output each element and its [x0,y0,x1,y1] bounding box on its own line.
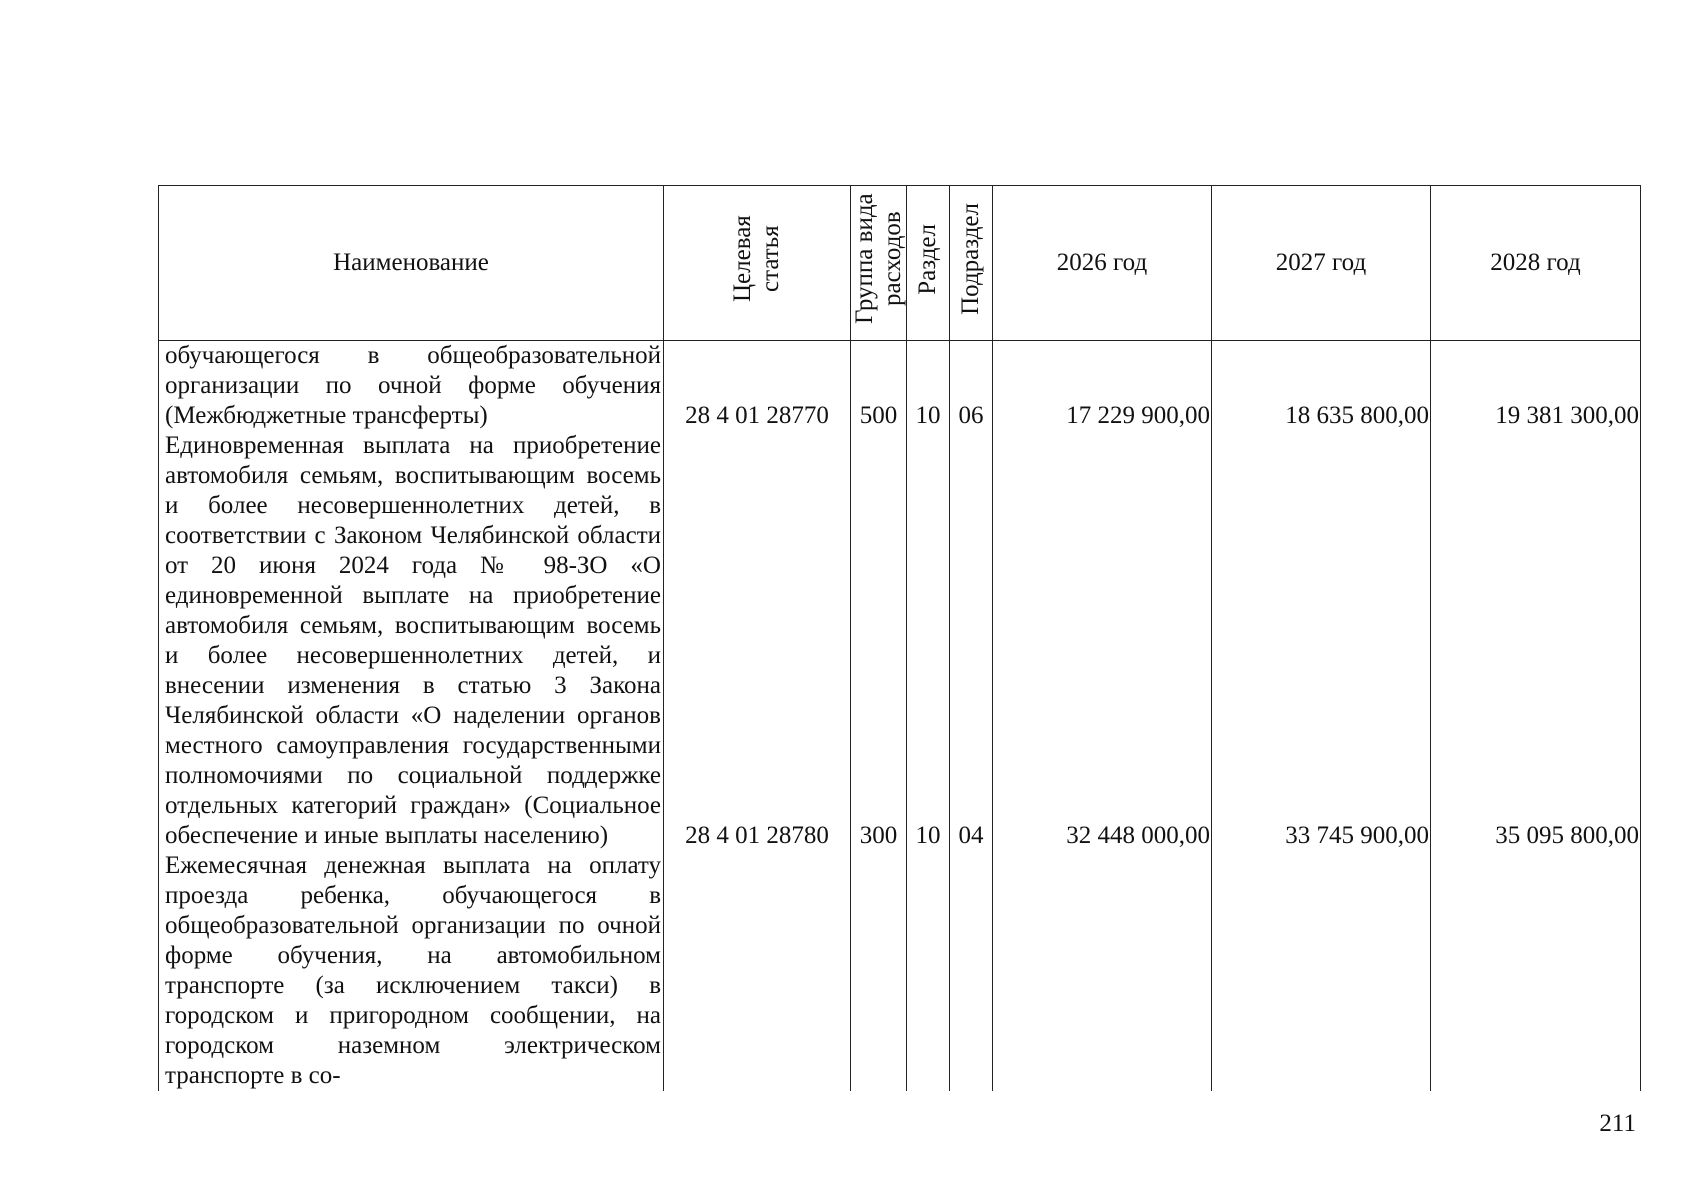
row-expense-group: 500 [851,341,907,432]
header-name [159,186,664,341]
row-amount-2026: 32 448 000,00 [993,431,1212,851]
row-subsection [950,851,993,1091]
header-section-label: Раздел [914,223,941,295]
row-amount-2026 [993,851,1212,1091]
page-number: 211 [1599,1110,1636,1137]
header-2027-label: 2027 год [1275,249,1367,276]
header-subsection-label: Подраздел [957,203,984,315]
header-2026-label: 2026 год [1056,249,1148,276]
budget-table [158,185,1641,1091]
row-expense-group [851,851,907,1091]
table-row [159,341,1641,432]
row-section: 10 [907,341,950,432]
row-name: Единовременная выплата на приобретение автомобиля семьям, воспитывающим восемь и более несовершеннолетних детей, в соответствии с Законом Челябинской области от 20 июня 2024 года № 98-ЗО «О единовременной выплате на приобретение автомобиля семьям, воспитывающим восемь и более несовершеннолетних детей, и внесении изменения в статью 3 Закона Челябинской области «О наделении органов местного самоуправления государственными полномочиями по социальной поддержке отдельных категорий граждан» (Социальное обеспечение и иные выплаты населению) [159,431,664,851]
header-expense-group-label: Группа вида расходов [851,193,906,325]
header-expense-group [851,186,907,341]
row-name: обучающегося в общеобразовательной организации по очной форме обучения (Межбюджетные трансферты) [159,341,664,432]
row-amount-2027: 18 635 800,00 [1212,341,1431,432]
header-2028 [1431,186,1641,341]
row-section: 10 [907,431,950,851]
header-target-article [664,186,851,341]
table-row [159,431,1641,851]
header-2026 [993,186,1212,341]
table-header [159,186,1641,341]
header-section [907,186,950,341]
header-2028-label: 2028 год [1490,249,1581,276]
row-expense-group: 300 [851,431,907,851]
row-amount-2028 [1431,851,1641,1091]
row-target-article: 28 4 01 28770 [664,341,851,432]
row-amount-2027: 33 745 900,00 [1212,431,1431,851]
row-subsection: 06 [950,341,993,432]
row-name: Ежемесячная денежная выплата на оплату проезда ребенка, обучающегося в общеобразовательной организации по очной форме обучения, на автомобильном транспорте (за исключением такси) в городском и пригородном сообщении, на городском наземном электрическом транспорте в со- [159,851,664,1091]
row-section [907,851,950,1091]
row-target-article: 28 4 01 28780 [664,431,851,851]
row-amount-2027 [1212,851,1431,1091]
header-subsection [950,186,993,341]
row-subsection: 04 [950,431,993,851]
header-name-label: Наименование [333,249,489,276]
row-amount-2026: 17 229 900,00 [993,341,1212,432]
header-target-article-label: Целевая статья [729,215,784,303]
table-row [159,851,1641,1091]
header-2027 [1212,186,1431,341]
row-amount-2028: 19 381 300,00 [1431,341,1641,432]
row-amount-2028: 35 095 800,00 [1431,431,1641,851]
table-body [159,341,1641,1092]
row-target-article [664,851,851,1091]
